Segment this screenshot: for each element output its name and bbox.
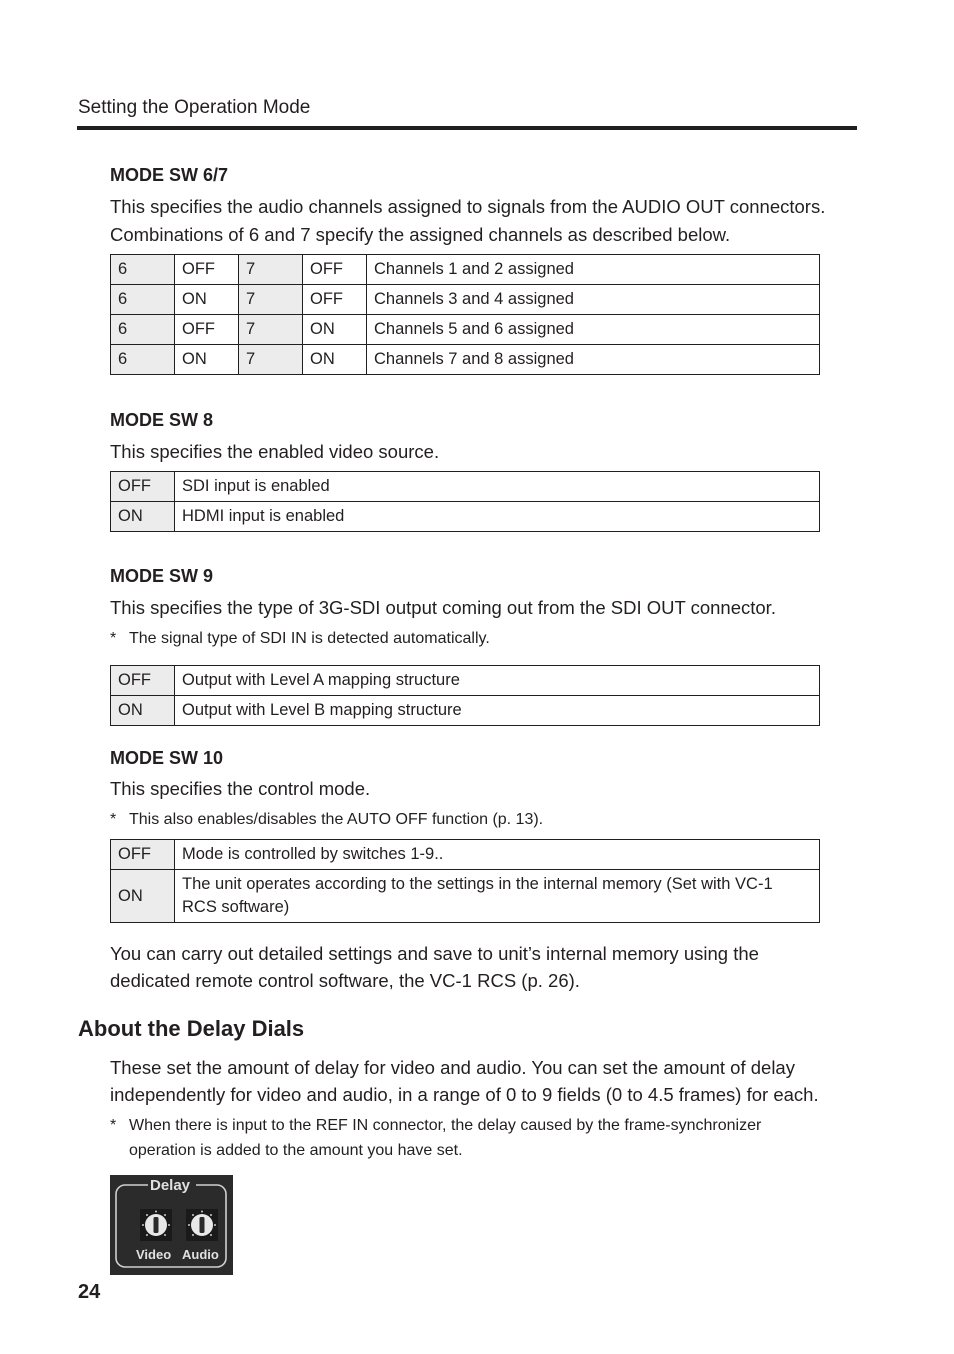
switch-number-cell: 6 (111, 255, 175, 285)
switch-state-cell: OFF (303, 285, 367, 315)
table-row (111, 502, 820, 532)
mode-sw-10-desc: This specifies the control mode. (110, 778, 371, 799)
table-row (111, 285, 820, 315)
mode-sw-8-heading: MODE SW 8 (110, 410, 214, 430)
mode-sw-9-note (110, 626, 820, 651)
switch-state-cell: OFF (111, 666, 175, 696)
switch-state-cell: ON (175, 285, 239, 315)
description-cell: Channels 7 and 8 assigned (367, 345, 820, 375)
video-dial-label: Video (136, 1247, 172, 1262)
switch-state-cell: ON (111, 696, 175, 726)
mode-sw-10-note (110, 807, 820, 832)
description-cell: Channels 3 and 4 assigned (367, 285, 820, 315)
table-row (111, 472, 820, 502)
switch-state-cell: ON (175, 345, 239, 375)
description-cell: Output with Level A mapping structure (175, 666, 820, 696)
mode-sw-6-7-heading: MODE SW 6/7 (110, 165, 229, 185)
table-row (111, 255, 820, 285)
page-number: 24 (78, 1281, 101, 1303)
switch-state-cell: OFF (175, 315, 239, 345)
switch-number-cell: 7 (239, 345, 303, 375)
switch-number-cell: 7 (239, 285, 303, 315)
table-row (111, 345, 820, 375)
switch-number-cell: 7 (239, 315, 303, 345)
mode-sw-6-7-desc-line-1: This specifies the audio channels assigned to signals from the AUDIO OUT connectors. (110, 196, 826, 217)
delay-dials-heading: About the Delay Dials (78, 1016, 305, 1041)
delay-desc-line-2: independently for video and audio, in a range of 0 to 9 fields (0 to 4.5 frames) for each. (110, 1084, 819, 1105)
mode-sw-10-table (110, 839, 820, 923)
header-rule (77, 126, 857, 130)
description-cell: Channels 5 and 6 assigned (367, 315, 820, 345)
switch-state-cell: OFF (111, 472, 175, 502)
delay-dials-photo (110, 1175, 233, 1275)
audio-dial-label: Audio (182, 1247, 219, 1262)
mode-sw-9-table (110, 665, 820, 726)
note-asterisk: * (110, 630, 117, 647)
mode-sw-10-heading: MODE SW 10 (110, 748, 224, 768)
audio-delay-dial (186, 1209, 218, 1241)
description-cell: The unit operates according to the settings in the internal memory (Set with VC-1 RCS software) (175, 870, 820, 923)
table-row (111, 666, 820, 696)
mode-sw-9-desc: This specifies the type of 3G-SDI output coming out from the SDI OUT connector. (110, 597, 776, 618)
mode-sw-6-7-table (110, 254, 820, 375)
table-row (111, 870, 820, 923)
running-header: Setting the Operation Mode (78, 97, 311, 118)
note-text: When there is input to the REF IN connector, the delay caused by the frame-synchronizer operation is added to the amount you have set. (129, 1117, 762, 1159)
remote-software-line-2: dedicated remote control software, the VC-1 RCS (p. 26). (110, 970, 580, 991)
switch-state-cell: ON (303, 315, 367, 345)
table-row (111, 840, 820, 870)
description-cell: Channels 1 and 2 assigned (367, 255, 820, 285)
note-asterisk: * (110, 1117, 117, 1134)
switch-state-cell: ON (111, 502, 175, 532)
video-delay-dial (140, 1209, 172, 1241)
switch-state-cell: ON (303, 345, 367, 375)
mode-sw-6-7-desc-line-2: Combinations of 6 and 7 specify the assigned channels as described below. (110, 224, 731, 245)
note-text: This also enables/disables the AUTO OFF function (p. 13). (129, 811, 544, 828)
mode-sw-8-table (110, 471, 820, 532)
switch-state-cell: ON (111, 870, 175, 923)
description-cell: HDMI input is enabled (175, 502, 820, 532)
description-cell: Output with Level B mapping structure (175, 696, 820, 726)
table-row (111, 315, 820, 345)
note-text: The signal type of SDI IN is detected automatically. (129, 630, 490, 647)
description-cell: Mode is controlled by switches 1-9.. (175, 840, 820, 870)
table-row (111, 696, 820, 726)
switch-number-cell: 6 (111, 315, 175, 345)
description-cell: SDI input is enabled (175, 472, 820, 502)
switch-state-cell: OFF (111, 840, 175, 870)
delay-note (110, 1113, 820, 1163)
switch-state-cell: OFF (303, 255, 367, 285)
note-asterisk: * (110, 811, 117, 828)
mode-sw-8-desc: This specifies the enabled video source. (110, 441, 440, 462)
remote-software-line-1: You can carry out detailed settings and save to unit’s internal memory using the (110, 943, 759, 964)
switch-number-cell: 6 (111, 345, 175, 375)
switch-number-cell: 7 (239, 255, 303, 285)
switch-state-cell: OFF (175, 255, 239, 285)
delay-panel-title: Delay (150, 1177, 191, 1194)
switch-number-cell: 6 (111, 285, 175, 315)
delay-desc-line-1: These set the amount of delay for video and audio. You can set the amount of delay (110, 1057, 795, 1078)
mode-sw-9-heading: MODE SW 9 (110, 566, 214, 586)
